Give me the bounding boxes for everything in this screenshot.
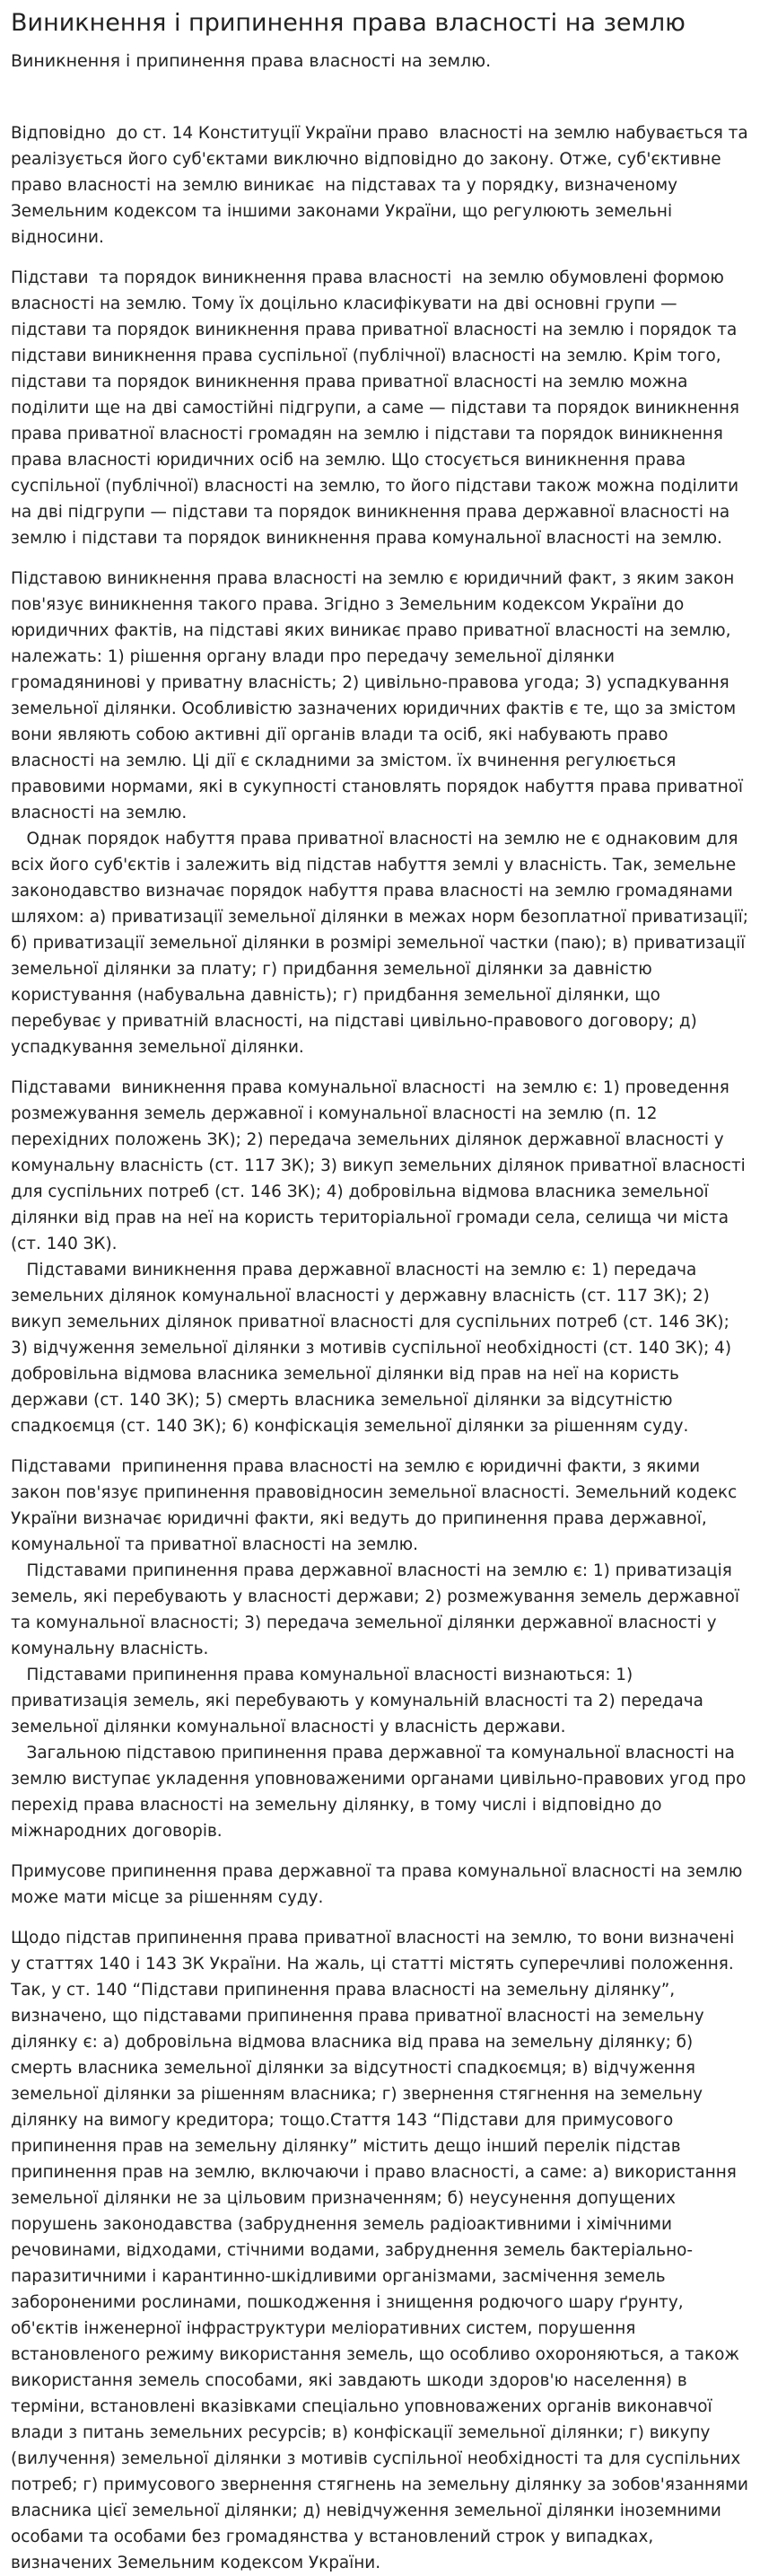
paragraph: Підставами виникнення права комунальної власності на землю є: 1) проведення розмежування земель державної і комунальної власності на землю (п. 12 перехідних положень ЗК); 2) передача земельних ділянок державної власності у комунальну власність (ст. 117 ЗК); 3) викуп земельних ділянок приватної власності для суспільних потреб (ст. 146 ЗК); 4) добровільна відмова власника земельної ділянки від прав на неї на користь територіальної громади села, селища чи міста (ст. 140 ЗК).: [11, 1078, 751, 1253]
page-title: Виникнення і припинення права власності на землю: [11, 9, 686, 37]
paragraph: Відповідно до ст. 14 Конституції України право власності на землю набувається та реалізується його суб'єктами виключно відповідно до закону. Отже, суб'єктивне право власності на землю виникає на підставах та у порядку, визначеному Земельним кодексом та іншими законами України, що регулюють земельні відносини.: [11, 124, 754, 247]
paragraph: Підставами виникнення права державної власності на землю є: 1) передача земельних ділянок комунальної власності у державну власність (ст. 117 ЗК); 2) викуп земельних ділянок приватної власності для суспільних потреб (ст. 146 ЗК); 3) відчуження земельної ділянки з мотивів суспільної необхідності (ст. 140 ЗК); 4) добровільна відмова власника земельної ділянки від прав на неї на користь держави (ст. 140 ЗК); 5) смерть власника земельної ділянки за відсутністю спадкоємця (ст. 140 ЗК); 6) конфіскація земельної ділянки за рішенням суду.: [11, 1261, 737, 1436]
article-body: [11, 120, 754, 2576]
article-subtitle: Виникнення і припинення права власності на землю.: [11, 51, 492, 71]
paragraph: Однак порядок набуття права приватної власності на землю не є однаковим для всіх його суб'єктів і залежить від підстав набуття землі у власність. Так, земельне законодавство визначає порядок набуття права власності на землю громадянами шляхом: а) приватизації земельної ділянки в межах норм безоплатної приватизації; б) приватизації земельної ділянки в розмірі земельної частки (паю); в) приватизації земельної ділянки за плату; г) придбання земельної ділянки за давністю користування (набувальна давність); г) придбання земельної ділянки, що перебуває у приватній власності, на підставі цивільно-правового договору; д) успадкування земельної ділянки.: [11, 830, 754, 1057]
paragraph: Підставами припинення права власності на землю є юридичні факти, з якими закон пов'язує припинення правовідносин земельної власності. Земельний кодекс України визначає юридичні факти, які ведуть до припинення права державної, комунальної та приватної власності на землю.: [11, 1457, 743, 1554]
paragraph: Підставами припинення права державної власності на землю є: 1) приватизація земель, які перебувають у власності держави; 2) розмежування земель державної та комунальної власності; 3) передача земельної ділянки державної власності у комунальну власність.: [11, 1561, 745, 1658]
paragraph: Підставою виникнення права власності на землю є юридичний факт, з яким закон пов'язує виникнення такого права. Згідно з Земельним кодексом України до юридичних фактів, на підставі яких виникає право приватної власності на землю, належать: 1) рішення органу влади про передачу земельної ділянки громадянинові у приватну власність; 2) цивільно-правова угода; 3) успадкування земельної ділянки. Особливістю зазначених юридичних фактів є те, що за змістом вони являють собою активні дії органів влади та осіб, які набувають право власності на землю. Ці дії є складними за змістом. їх вчинення регулюється правовими нормами, які в сукупності становлять порядок набуття права приватної власності на землю.: [11, 569, 748, 822]
paragraph: Загальною підставою припинення права державної та комунальної власності на землю виступає укладення уповноваженими органами цивільно-правових угод про перехід права власності на земельну ділянку, в тому числі і відповідно до міжнародних договорів.: [11, 1744, 752, 1841]
paragraph: Підставами припинення права комунальної власності визнаються: 1) приватизація земель, які перебувають у комунальній власності та 2) передача земельної ділянки комунальної власності у власність держави.: [11, 1666, 709, 1736]
paragraph: Підстави та порядок виникнення права власності на землю обумовлені формою власності на землю. Тому їх доцільно класифікувати на дві основні групи — підстави та порядок виникнення права приватної власності на землю і порядок та підстави виникнення права суспільної (публічної) власності на землю. Крім того, підстави та порядок виникнення права приватної власності на землю можна поділити ще на дві самостійні підгрупи, а саме — підстави та порядок виникнення права приватної власності громадян на землю і підстави та порядок виникнення права власності юридичних осіб на землю. Що стосується виникнення права суспільної (публічної) власності на землю, то його підстави також можна поділити на дві підгрупи — підстави та порядок виникнення права державної власності на землю і підстави та порядок виникнення права комунальної власності на землю.: [11, 268, 745, 548]
paragraph: Щодо підстав припинення права приватної власності на землю, то вони визначені у статтях 140 і 143 ЗК України. На жаль, ці статті містять суперечливі положення. Так, у ст. 140 “Підстави припинення права власності на земельну ділянку”, визначено, що підставами припинення права приватної власності на земельну ділянку є: а) добровільна відмова власника від права на земельну ділянку; б) смерть власника земельної ділянки за відсутності спадкоємця; в) відчуження земельної ділянки за рішенням власника; г) звернення стягнення на земельну ділянку на вимогу кредитора; тощо.Стаття 143 “Підстави для примусового припинення прав на земельну ділянку” містить дещо інший перелік підстав припинення прав на землю, включаючи і право власності, а саме: а) використання земельної ділянки не за цільовим призначенням; б) неусунення допущених порушень законодавства (забруднення земель радіоактивними і хімічними речовинами, відходами, стічними водами, забруднення земель бактеріально-паразитичними і карантинно-шкідливими організмами, засмічення земель забороненими рослинами, пошкодження і знищення родючого шару ґрунту, об'єктів інженерної інфраструктури меліоративних систем, порушення встановленого режиму використання земель, що особливо охороняються, а також використання земель способами, які завдають шкоди здоров'ю населення) в терміни, встановлені вказівками спеціально уповноважених органів виконавчої влади з питань земельних ресурсів; в) конфіскації земельної ділянки; г) викупу (вилучення) земельної ділянки з мотивів суспільної необхідності та для суспільних потреб; г) примусового звернення стягнень на земельну ділянку за зобов'язаннями власника цієї земельної ділянки; д) невідчуження земельної ділянки іноземними особами та особами без громадянства у встановлений строк у випадках, визначених Земельним кодексом України.: [11, 1929, 754, 2572]
paragraph: Примусове припинення права державної та права комунальної власності на землю може мати місце за рішенням суду.: [11, 1862, 748, 1907]
